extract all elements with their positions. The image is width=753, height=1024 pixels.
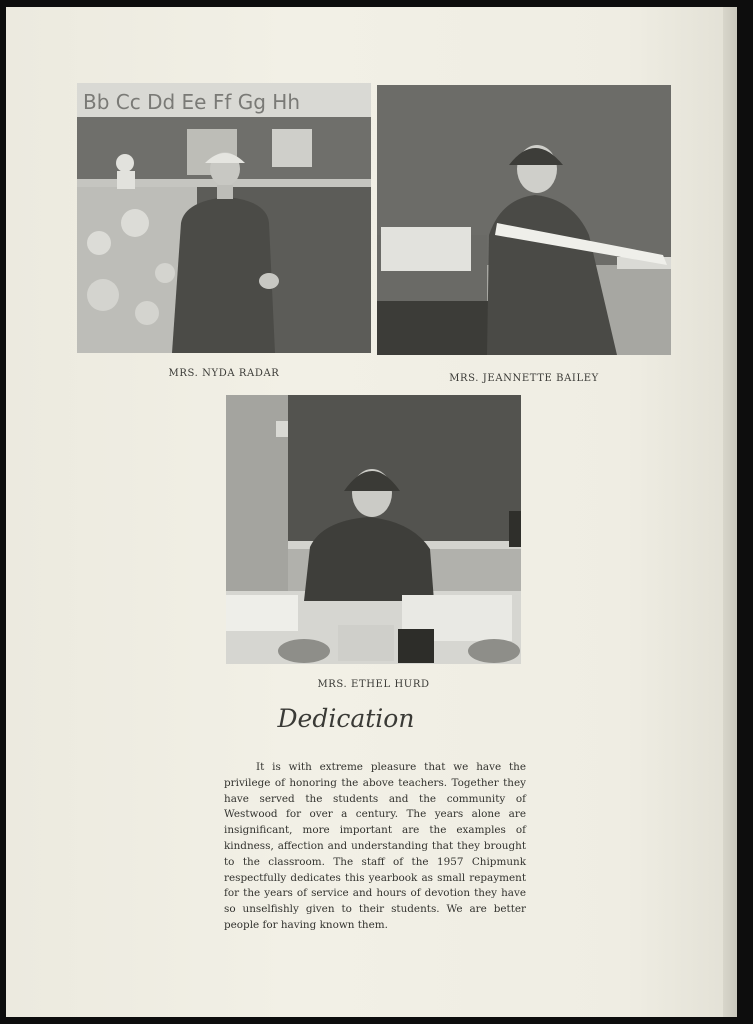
photo-nyda-radar [77, 83, 371, 353]
alphabet-strip: Bb Cc Dd Ee Ff Gg Hh [83, 90, 301, 114]
dedication-text: It is with extreme pleasure that we have the privilege of honoring the above teachers. Together they have served the students and the community of Westwood for over a century. The years alone are insignificant, more important are the examples of kindness, affection and understanding that they brought to the classroom. The staff of the 1957 Chipmunk respectfully dedicates this yearbook as small repayment for the years of service and hours of devotion they have so unselfishly given to their students. We are better people for having known them. [224, 761, 526, 931]
yearbook-page [6, 7, 737, 1017]
caption-ethel-hurd: MRS. ETHEL HURD [317, 679, 430, 690]
caption-nyda-radar: MRS. NYDA RADAR [168, 368, 280, 379]
caption-jeannette-bailey: MRS. JEANNETTE BAILEY [449, 373, 599, 384]
photo-ethel-hurd [226, 395, 521, 664]
photo-jeannette-bailey [377, 85, 671, 355]
page-edge [723, 7, 737, 1017]
dedication-paragraph [224, 760, 526, 934]
dedication-title: Dedication [277, 704, 415, 733]
